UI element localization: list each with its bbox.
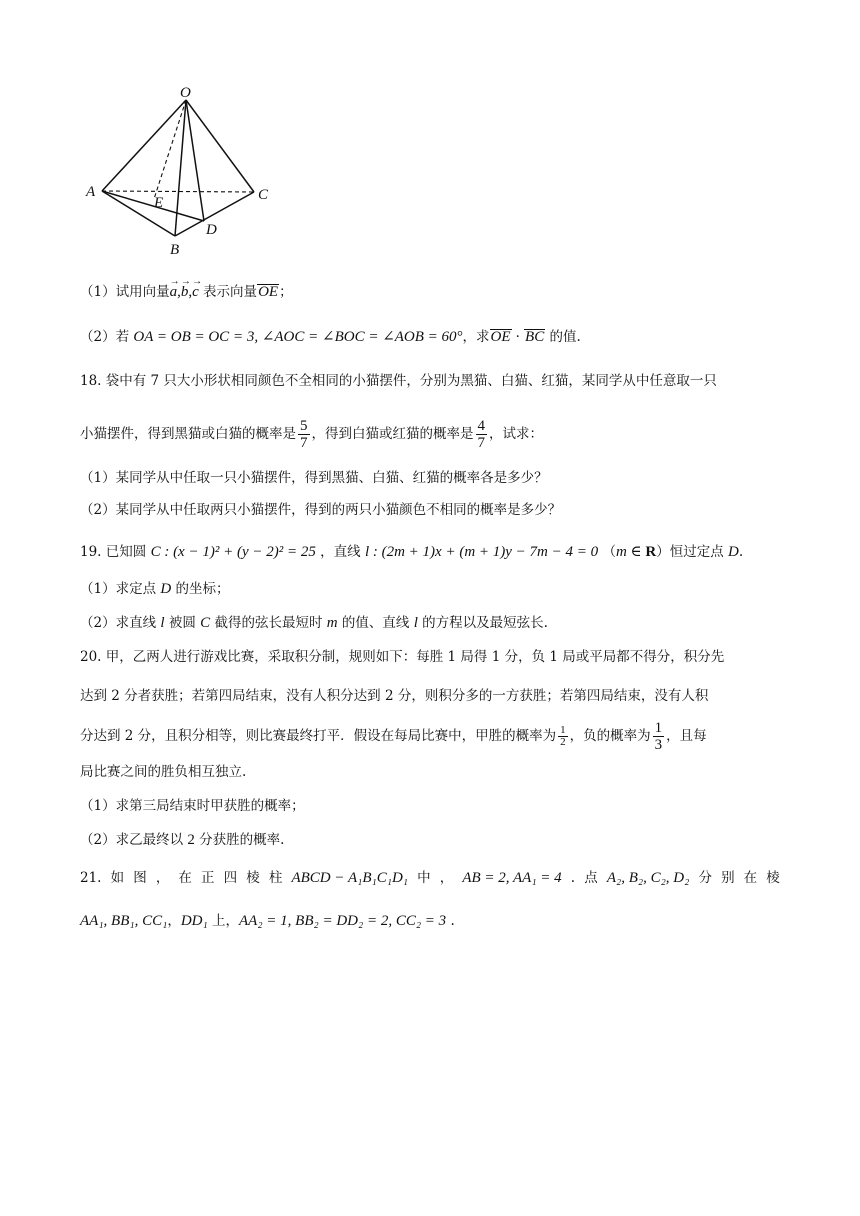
edge-AD — [102, 191, 204, 221]
edge-OD — [186, 100, 204, 221]
q20-line2: 达到 2 分者获胜；若第四局结束，没有人积分达到 2 分，则积分多的一方获胜；若第四局结束，没有人积 — [80, 688, 709, 704]
edge-AB — [102, 191, 175, 236]
q17-part1: （1）试用向量→ a,→ b,→ c 表示向量OE； — [80, 282, 293, 302]
label-A: A — [86, 184, 96, 200]
q19-part1: （1）求定点 D 的坐标； — [80, 581, 230, 597]
edge-OC — [186, 100, 254, 192]
q19-stem: 19. 已知圆 C : (x − 1)² + (y − 2)² = 25 ，直线 l : (2m + 1)x + (m + 1)y − 7m − 4 = 0 （m ∈ R）恒过定点 D. — [80, 544, 744, 560]
q21-line1: 21. 如 图 ， 在 正 四 棱 柱 ABCD − A₁B₁C₁D₁ 中 ， AB = 2, AA₁ = 4 . 点 A₂, B₂, C₂, D₂ 分 别 在 棱 — [80, 870, 780, 886]
label-C: C — [258, 187, 269, 203]
q20-line3: 分达到 2 分，且积分相等，则比赛最终打平．假设在每局比赛中，甲胜的概率为 $\frac{1}{2}$ ，负的概率为 $\frac{1}{3}$ ，且每 — [80, 720, 707, 753]
label-O: O — [180, 85, 191, 101]
q20-line4: 局比赛之间的胜负相互独立. — [80, 764, 247, 780]
vector-a: → a — [170, 282, 178, 302]
vector-BC: BC — [525, 329, 545, 345]
q21-line2: AA₁, BB₁, CC₁，DD₁ 上，AA₂ = 1, BB₂ = DD₂ = 2, CC₂ = 3 . — [80, 913, 455, 929]
line-equation: l : (2m + 1)x + (m + 1)y − 7m − 4 = 0 — [364, 544, 599, 560]
q20-line1: 20. 甲，乙两人进行游戏比赛，采取积分制，规则如下：每胜 1 局得 1 分，负 1 局或平局都不得分，积分先 — [80, 649, 725, 665]
tetrahedron-figure — [80, 84, 280, 260]
label-D: D — [206, 222, 217, 238]
label-E: E — [154, 195, 164, 211]
q20-part2: （2）求乙最终以 2 分获胜的概率. — [80, 832, 285, 848]
fraction-5-7: $\frac{5}{7}$ — [300, 418, 308, 451]
q17-part2: （2）若 OA = OB = OC = 3, ∠AOC = ∠BOC = ∠AOB = 60°，求OE · BC 的值. — [80, 329, 581, 345]
label-B: B — [170, 242, 180, 258]
edge-OE-hidden — [154, 100, 186, 199]
q18-line1: 18. 袋中有 7 只大小形状相同颜色不全相同的小猫摆件，分别为黑猫、白猫、红猫，某同学从中任意取一只 — [80, 373, 717, 389]
vector-OE-2: OE — [490, 329, 511, 345]
q17-condition: OA = OB = OC = 3, ∠AOC = ∠BOC = ∠AOB = 60° — [133, 329, 463, 345]
circle-equation: C : (x − 1)² + (y − 2)² = 25 — [150, 544, 316, 560]
q18-part2: （2）某同学从中任取两只小猫摆件，得到的两只小猫颜色不相同的概率是多少？ — [80, 502, 562, 518]
q18-part1: （1）某同学从中任取一只小猫摆件，得到黑猫、白猫、红猫的概率各是多少？ — [80, 470, 548, 486]
vector-b: → b — [181, 282, 189, 302]
vector-c: → c — [192, 282, 199, 302]
fraction-1-3: $\frac{1}{3}$ — [654, 720, 663, 753]
fraction-4-7: $\frac{4}{7}$ — [477, 418, 485, 451]
fraction-1-2: $\frac{1}{2}$ — [560, 724, 566, 748]
vector-OE: OE — [258, 284, 279, 300]
q19-part2: （2）求直线 l 被圆 C 截得的弦长最短时 m 的值、直线 l 的方程以及最短弦长. — [80, 615, 548, 631]
edge-OA — [102, 100, 186, 191]
q20-part1: （1）求第三局结束时甲获胜的概率； — [80, 798, 305, 814]
q18-line2: 小猫摆件，得到黑猫或白猫的概率是 $\frac{5}{7}$ ，得到白猫或红猫的概率是 $\frac{4}{7}$ ，试求： — [80, 418, 543, 451]
